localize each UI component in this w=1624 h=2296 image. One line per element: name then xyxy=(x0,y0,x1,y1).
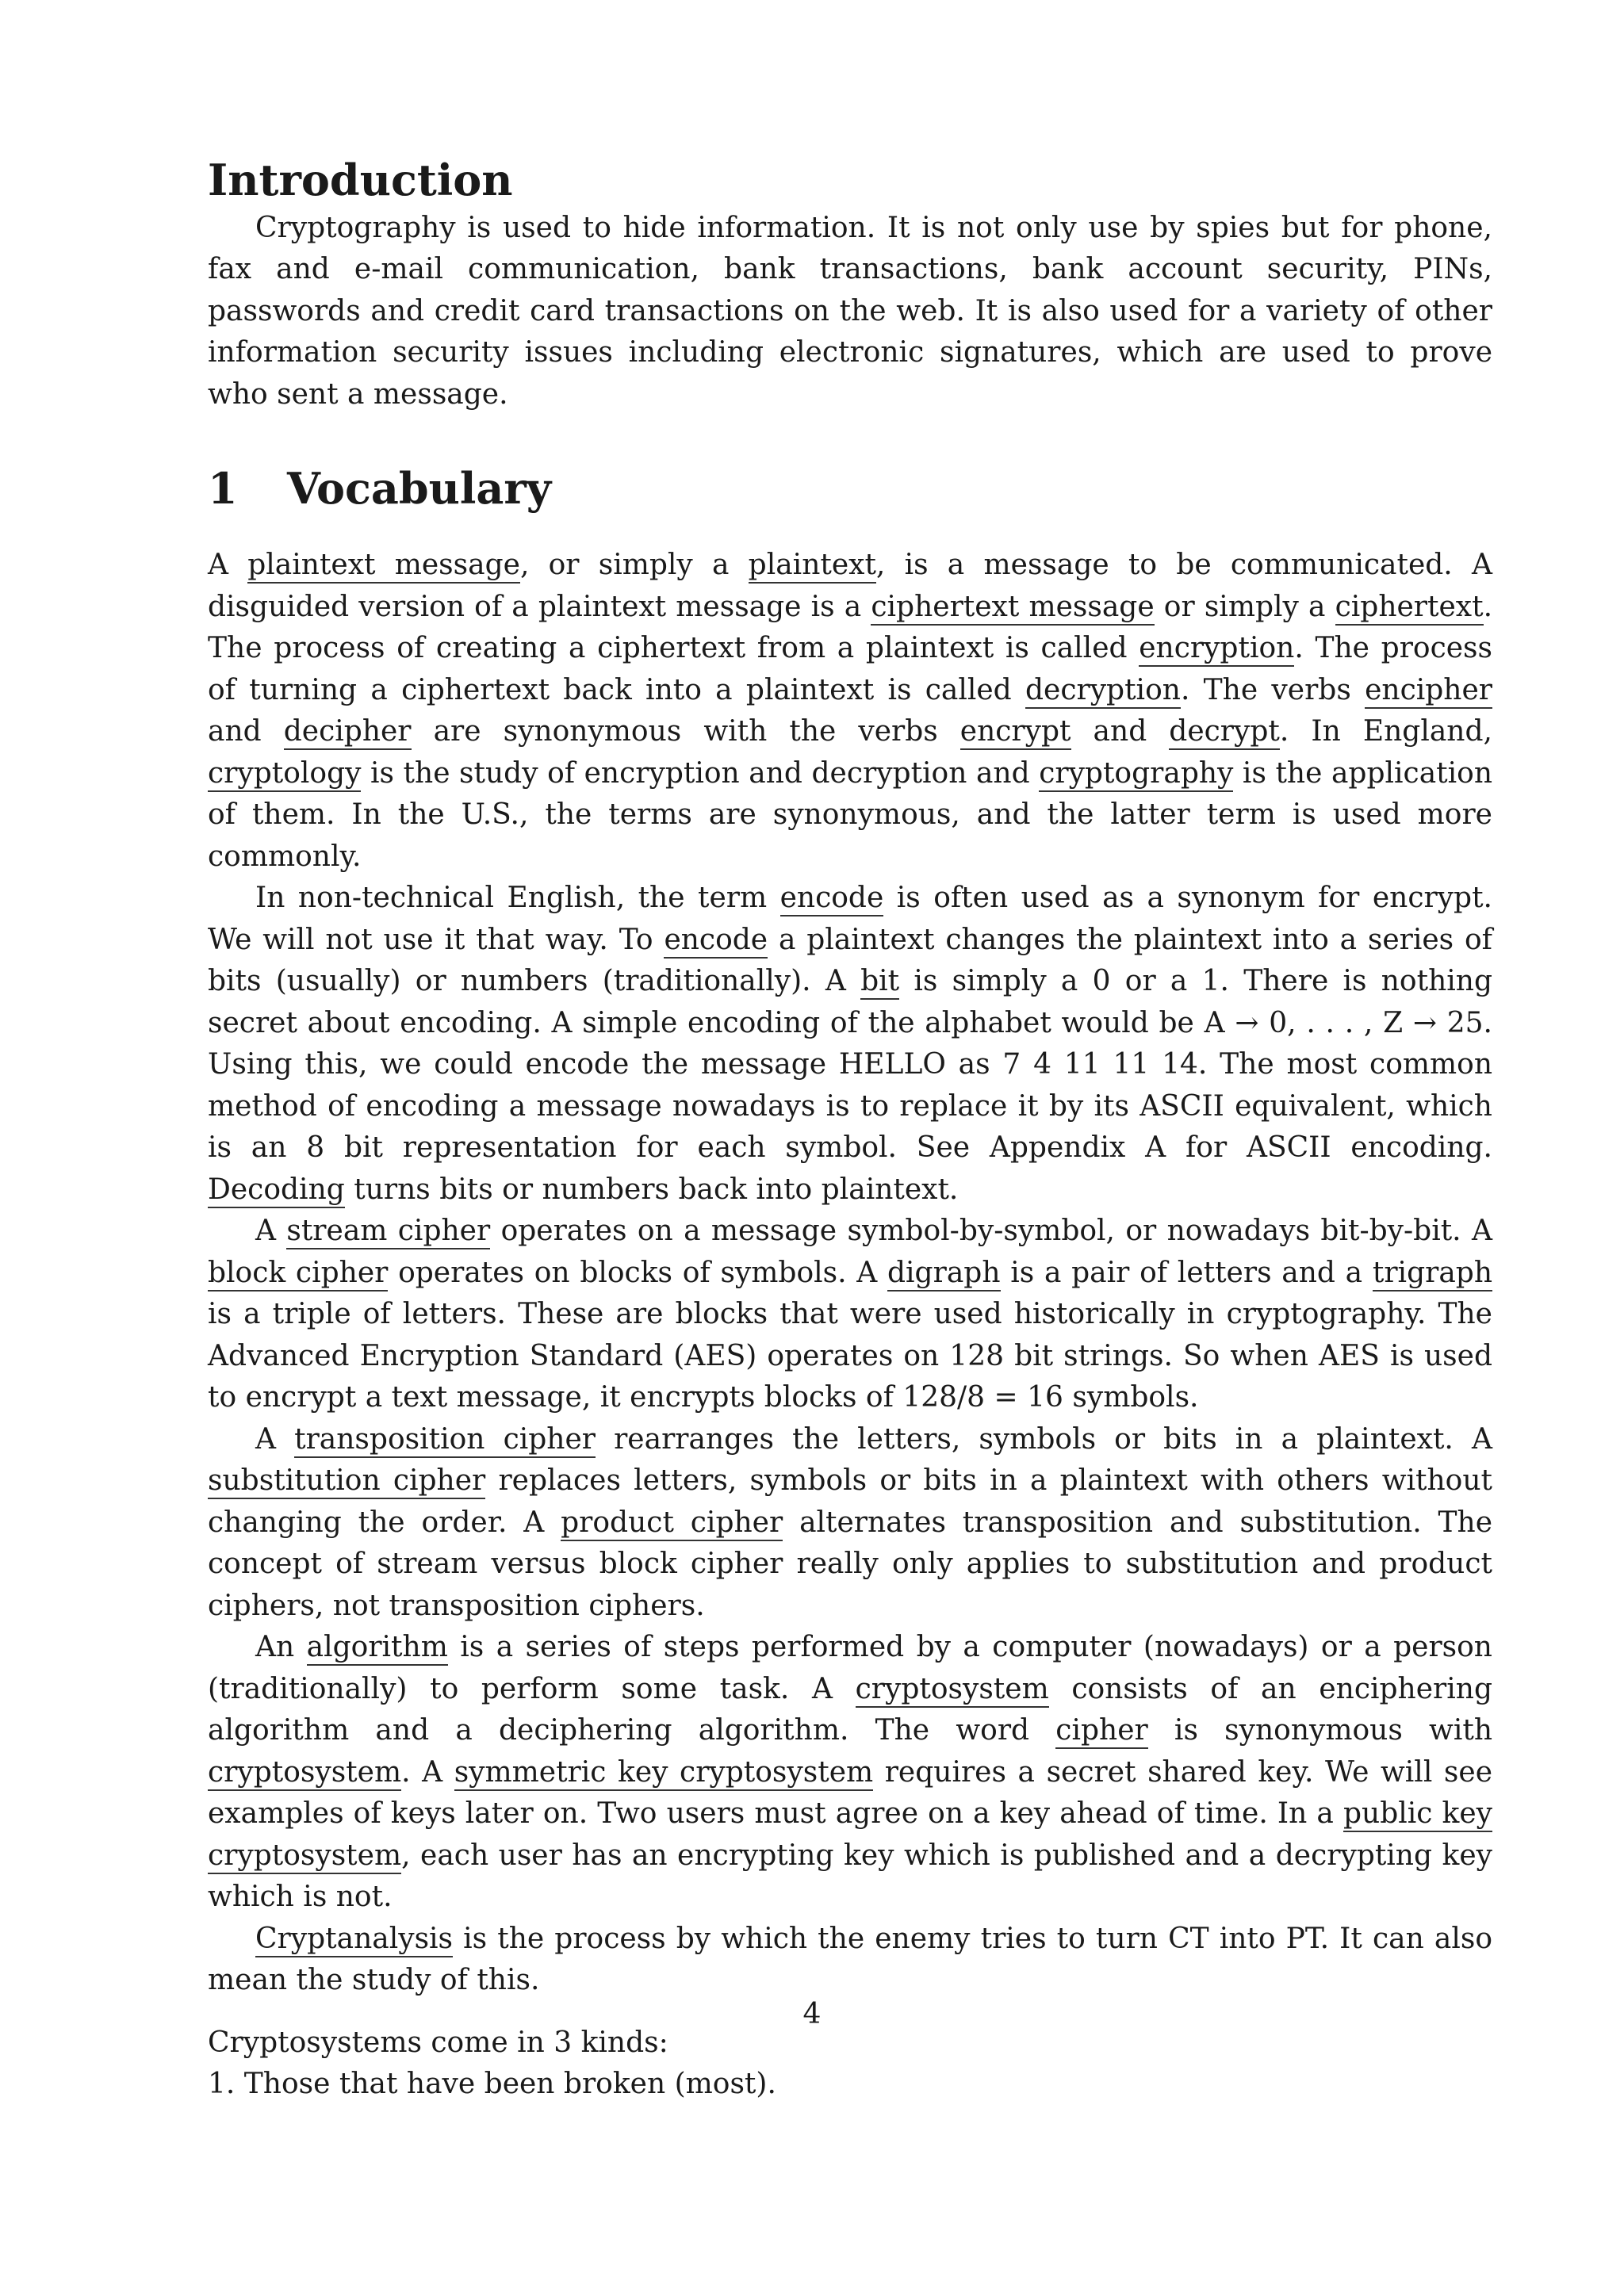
defined-term: public key cryptosystem xyxy=(208,1797,1492,1874)
vocabulary-paragraph xyxy=(208,1419,1492,1628)
defined-term: transposition cipher xyxy=(294,1423,596,1458)
defined-term: plaintext xyxy=(749,549,876,584)
vocabulary-paragraph xyxy=(208,1627,1492,1919)
paragraph-text: rearranges the letters, symbols or bits in a plaintext. A xyxy=(595,1422,1492,1456)
defined-term: product cipher xyxy=(561,1506,783,1541)
defined-term: cryptosystem xyxy=(208,1756,401,1791)
paragraph-text: operates on a message symbol-by-symbol, or nowadays bit-by-bit. A xyxy=(490,1215,1492,1248)
defined-term: cipher xyxy=(1055,1714,1147,1749)
paragraph-text: is the study of encryption and decryption and xyxy=(361,756,1040,790)
vocabulary-paragraph xyxy=(208,1919,1492,2002)
paragraph-text: . The process of creating a ciphertext from a plaintext is called xyxy=(208,590,1493,665)
section-heading xyxy=(208,463,1492,515)
paragraph-text: A xyxy=(255,1422,295,1456)
paragraph-text: is a triple of letters. These are blocks that were used historically in cryptography. The Advanced Encryption Standard (AES) operates on 128 bit strings. So when AES is used to encrypt a text message, it encrypts blocks of 128/8 = 16 symbols. xyxy=(208,1298,1492,1414)
paragraph-text: is simply a 0 or a 1. There is nothing secret about encoding. A simple encoding of the alphabet would be A → 0, . . . , Z → 25. Using this, we could encode the message HELLO as 7 4 11 11 14. The most common method of encoding a message nowadays is to replace it by its ASCII equivalent, which is an 8 bit representation for each symbol. See Appendix A for ASCII encoding. xyxy=(208,965,1492,1165)
paragraph-text: requires a secret shared key. We will see examples of keys later on. Two users must agree on a key ahead of time. In a xyxy=(208,1755,1492,1831)
paragraph-text: and xyxy=(1071,715,1170,748)
defined-term: ciphertext xyxy=(1335,591,1484,626)
defined-term: decipher xyxy=(284,715,412,750)
paragraph-text: replaces letters, symbols or bits in a plaintext with others without changing the order. A xyxy=(208,1464,1493,1539)
paragraph-text: . In England, xyxy=(1279,715,1492,748)
defined-term: encryption xyxy=(1139,632,1294,667)
paragraph-text: operates on blocks of symbols. A xyxy=(388,1256,887,1289)
paragraph-text: is the process by which the enemy tries to turn CT into PT. It can also mean the study of this. xyxy=(208,1922,1492,1997)
paragraph-text: . A xyxy=(401,1755,454,1789)
defined-term: block cipher xyxy=(208,1257,388,1292)
defined-term: plaintext message xyxy=(247,549,520,584)
intro-paragraph: Cryptography is used to hide information. It is not only use by spies but for phone, fax and e-mail communication, bank transactions, bank account security, PINs, passwords and credit card transactions on the web. It is also used for a variety of other information security issues including electronic signatures, which are used to prove who sent a message. xyxy=(208,211,1492,411)
paragraph-text: , or simply a xyxy=(519,549,749,582)
paragraph-text: is the application of them. In the U.S., the terms are synonymous, and the latter term is used more commonly. xyxy=(208,756,1493,873)
section-number: 1 xyxy=(208,463,238,515)
paragraph-text: A xyxy=(208,549,248,582)
defined-term: bit xyxy=(860,965,899,1000)
paragraph-text: is often used as a synonym for encrypt. We will not use it that way. To xyxy=(208,882,1492,956)
defined-term: cryptology xyxy=(208,757,361,792)
vocabulary-body xyxy=(208,545,1492,2002)
defined-term: substitution cipher xyxy=(208,1464,485,1499)
defined-term: encode xyxy=(664,924,768,959)
paragraph-text: and xyxy=(208,715,284,748)
paragraph-text: is a series of steps performed by a computer (nowadays) or a person (traditionally) to perform some task. A xyxy=(208,1631,1492,1705)
defined-term: trigraph xyxy=(1373,1257,1492,1292)
defined-term: encode xyxy=(780,882,884,916)
paragraph-text: A xyxy=(255,1215,287,1248)
document-page xyxy=(208,155,1492,2106)
paragraph-text: a plaintext changes the plaintext into a series of bits (usually) or numbers (traditionally). A xyxy=(208,923,1492,998)
defined-term: stream cipher xyxy=(286,1215,490,1249)
kinds-item-1: 1. Those that have been broken (most). xyxy=(208,2068,776,2101)
paragraph-text: or simply a xyxy=(1154,590,1335,623)
paragraph-text: are synonymous with the verbs xyxy=(411,715,960,748)
vocabulary-paragraph xyxy=(208,878,1492,1211)
defined-term: decryption xyxy=(1025,674,1181,709)
paragraph-text: alternates transposition and substitution. The concept of stream versus block cipher really only applies to substitution and product ciphers, not transposition ciphers. xyxy=(208,1506,1492,1622)
paragraph-text: turns bits or numbers back into plaintext. xyxy=(344,1173,959,1206)
defined-term: ciphertext message xyxy=(871,591,1154,626)
defined-term: Cryptanalysis xyxy=(255,1923,453,1957)
vocabulary-paragraph xyxy=(208,1211,1492,1419)
paragraph-text: , is a message to be communicated. A disguided version of a plaintext message is a xyxy=(208,549,1492,623)
defined-term: decrypt xyxy=(1169,715,1280,750)
paragraph-text: An xyxy=(255,1631,307,1664)
defined-term: digraph xyxy=(887,1257,1001,1292)
intro-heading: Introduction xyxy=(208,155,513,205)
paragraph-text: . The verbs xyxy=(1180,673,1365,706)
defined-term: symmetric key cryptosystem xyxy=(454,1756,873,1791)
defined-term: encipher xyxy=(1365,674,1492,709)
paragraph-text: In non-technical English, the term xyxy=(255,882,780,915)
kinds-intro: Cryptosystems come in 3 kinds: xyxy=(208,2026,668,2059)
paragraph-text: . The process of turning a ciphertext back into a plaintext is called xyxy=(208,632,1492,706)
defined-term: Decoding xyxy=(208,1173,345,1208)
defined-term: encrypt xyxy=(960,715,1071,750)
defined-term: cryptosystem xyxy=(856,1673,1049,1708)
defined-term: cryptography xyxy=(1039,757,1233,792)
paragraph-text: , each user has an encrypting key which is published and a decrypting key which is not. xyxy=(208,1839,1492,1914)
page-number: 4 xyxy=(802,1998,822,2030)
paragraph-text: is a pair of letters and a xyxy=(1000,1256,1373,1289)
vocabulary-paragraph xyxy=(208,545,1492,878)
defined-term: algorithm xyxy=(307,1631,448,1666)
section-title: Vocabulary xyxy=(287,463,552,515)
paragraph-text: consists of an enciphering algorithm and a deciphering algorithm. The word xyxy=(208,1672,1492,1747)
paragraph-text: is synonymous with xyxy=(1147,1714,1493,1747)
